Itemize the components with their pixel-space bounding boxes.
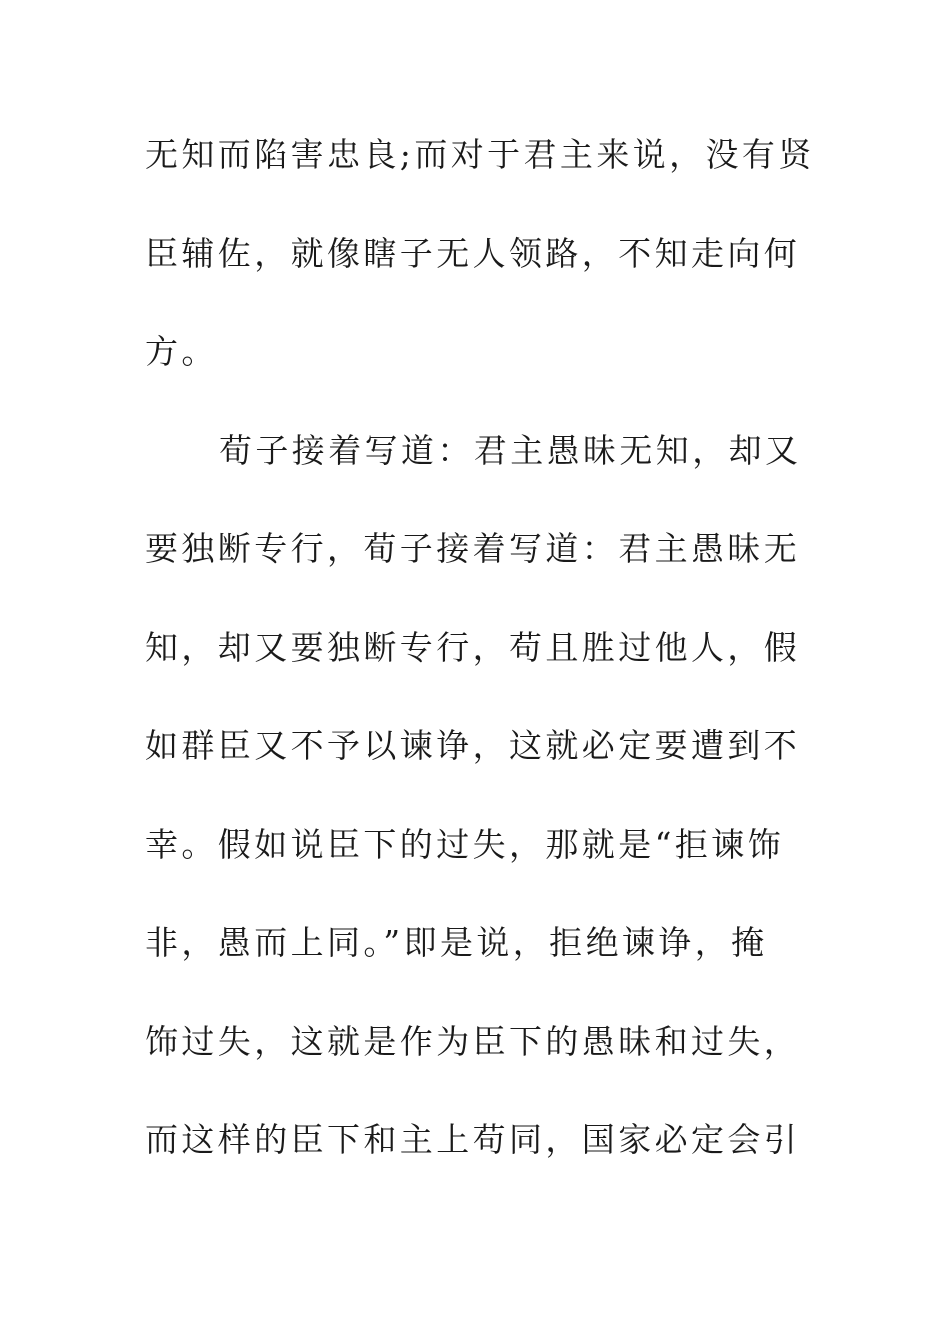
text-line-7: 如群臣又不予以谏诤，这就必定要遭到不: [145, 726, 801, 765]
text-line-11: 而这样的臣下和主上苟同，国家必定会引: [145, 1120, 801, 1159]
text-line-9: 非，愚而上同。”即是说，拒绝谏诤，掩: [145, 923, 768, 962]
text-line-6: 知，却又要独断专行，苟且胜过他人，假: [145, 627, 801, 667]
text-line-3: 方。: [145, 332, 218, 371]
text-line-5: 要独断专行，荀子接着写道：君主愚昧无: [145, 529, 801, 568]
text-line-1: 无知而陷害忠良;而对于君主来说，没有贤: [145, 135, 815, 174]
text-line-8: 幸。假如说臣下的过失，那就是“拒谏饰: [145, 824, 785, 864]
text-line-2: 臣辅佐，就像瞎子无人领路，不知走向何: [145, 233, 801, 273]
text-line-10: 饰过失，这就是作为臣下的愚昧和过失，: [145, 1021, 801, 1061]
body-text: [145, 124, 815, 1208]
text-line-4: 荀子接着写道：君主愚昧无知，却又: [219, 430, 802, 470]
